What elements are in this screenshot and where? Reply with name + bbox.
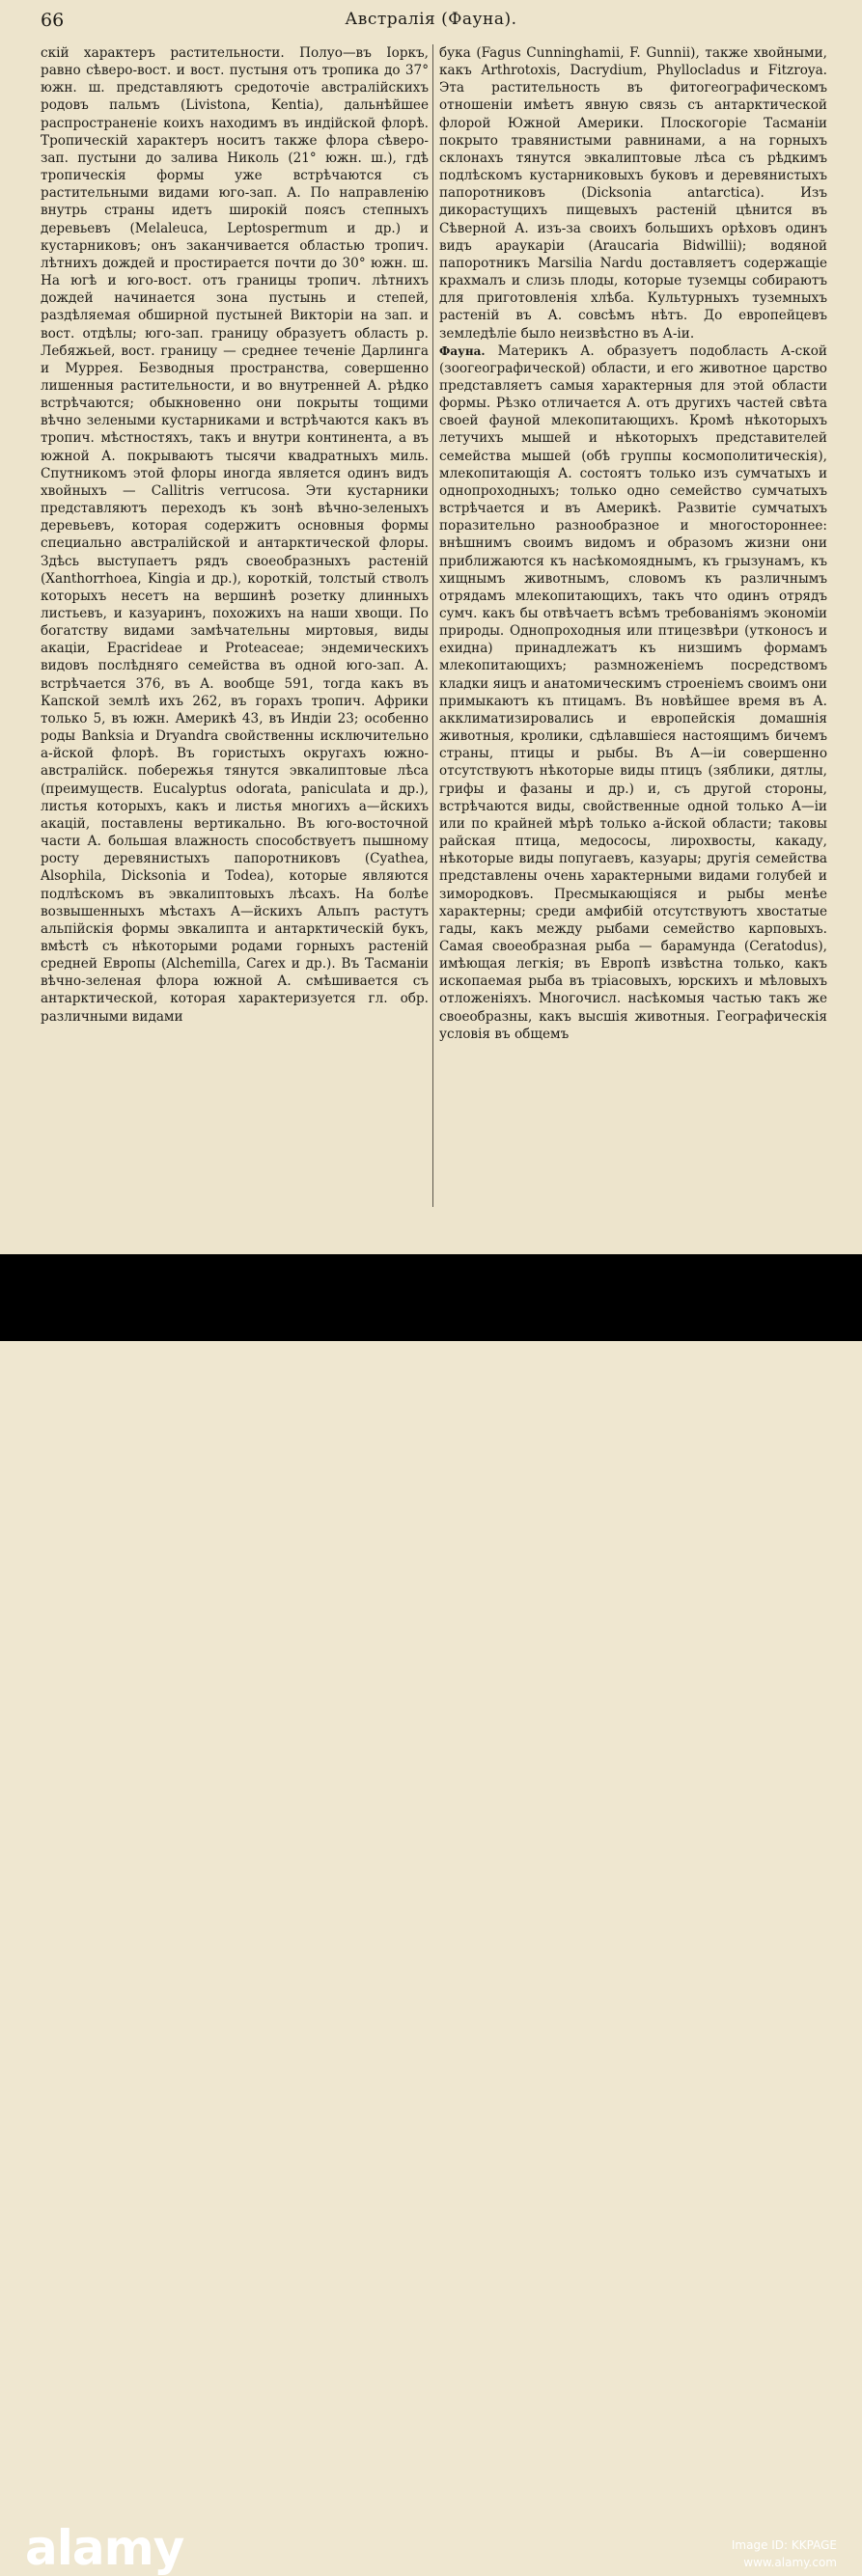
fauna-text: Материкъ А. образуетъ подобласть А-ской (зоогеографической) области, и его животное царство представляетъ самыя характерныя для этой области формы. Рѣзко отличается А. отъ другихъ частей свѣта своей фауной млекопитающихъ. Кромѣ нѣкоторыхъ летучихъ мышей и нѣкоторыхъ представителей семейства мышей (обѣ группы космополитическія), млекопитающія А. состоятъ только изъ сумчатыхъ и однопроходныхъ; только одно семейство сумчатыхъ встрѣчается и въ Америкѣ. Развитіе сумчатыхъ поразительно разнообразное и многостороннее: внѣшнимъ своимъ видомъ и образомъ жизни они приближаются къ насѣкомояднымъ, къ грызунамъ, къ хищнымъ животнымъ, словомъ къ различнымъ отрядамъ млекопитающихъ, такъ что одинъ отрядъ сумч. какъ бы отвѣчаетъ всѣмъ требованіямъ экономіи природы. Однопроходныя или птицезвѣри (утконосъ и ехидна) принадлежатъ къ низшимъ формамъ млекопитающихъ; размноженіемъ посредствомъ кладки яицъ и анатомическимъ строеніемъ своимъ они примыкаютъ къ птицамъ. Въ новѣйшее время въ А. акклиматизировались и европейскія домашнія животныя, кролики, сдѣлавшіеся настоящимъ бичемъ страны, птицы и рыбы. Въ А—іи совершенно отсутствуютъ нѣкоторые виды птицъ (зяблики, дятлы, грифы и фазаны и др.) и, съ другой стороны, встрѣчаются виды, свойственные одной только А—іи или по крайней мѣрѣ только а-йской области; таковы райская птица, медососы, лирохвосты, какаду, нѣкоторые виды попугаевъ, казуары; другія семейства представлены очень характерными видами голубей и зимородковъ. Пресмыкающіяся и рыбы менѣе характерны; среди амфибій отсутствуютъ хвостатые гады, какъ между рыбами семейство карповыхъ. Самая своеобразная рыба — барамунда (Ceratodus), имѣющая легкія; въ Европѣ извѣстна только, какъ ископаемая рыба въ тріасовыхъ, юрскихъ и мѣловыхъ отложеніяхъ. Многочисл. насѣкомыя частью такъ же своеобразны, какъ высшія животныя. Географическія условія въ общемъ [439,343,827,1042]
column-divider [432,44,433,1207]
right-column-text-flora: бука (Fagus Cunninghamii, F. Gunnii), также хвойными, какъ Arthrotoxis, Dacrydium, Phyllocladus и Fitzroya. Эта растительность въ фитогеографическомъ отношеніи имѣетъ явную связь съ антарктической флорой Южной Америки. Плоскогоріе Тасманіи покрыто травянистыми равнинами, а на горныхъ склонахъ тянутся эвкалиптовые лѣса съ рѣдкимъ подлѣскомъ кустарниковыхъ буковъ и деревянистыхъ папоротниковъ (Dicksonia antarctica). Изъ дикорастущихъ пищевыхъ растеній цѣнится въ Сѣверной А. изъ-за своихъ большихъ орѣховъ одинъ видъ араукаріи (Araucaria Bidwillii); водяной папоротникъ Marsilia Nardu доставляетъ содержащіе крахмалъ и слизь плоды, которые туземцы собираютъ для приготовленія хлѣба. Культурныхъ туземныхъ растеній въ А. совсѣмъ нѣтъ. До европейцевъ земледѣліе было неизвѣстно въ А-іи. [439,45,827,342]
document-page [0,0,862,1254]
left-column [41,44,429,1026]
site-line: www.alamy.com [743,2556,837,2569]
alamy-logo: alamy [25,2520,184,2576]
running-title: Австралія (Фауна). [345,10,517,29]
page-number: 66 [41,10,65,31]
right-column [439,44,827,1043]
left-column-text: скій характеръ растительности. Полуо—въ Іоркъ, равно сѣверо-вост. и вост. пустыня отъ тропика до 37° южн. ш. представляютъ средоточіе австралійскихъ родовъ пальмъ (Livistona, Kentia), дальнѣйшее распространеніе коихъ находимъ въ индійской флорѣ. Тропическій характеръ носитъ также флора сѣверо-зап. пустыни до залива Николь (21° южн. ш.), гдѣ тропическія формы уже встрѣчаются съ растительными видами юго-зап. А. По направленію внутрь страны идетъ широкій поясъ степныхъ деревьевъ (Melaleuca, Leptospermum и др.) и кустарниковъ; онъ заканчивается областью тропич. лѣтнихъ дождей и простирается почти до 30° южн. ш. На югѣ и юго-вост. отъ границы тропич. лѣтнихъ дождей начинается зона пустынь и степей, раздѣляемая обширной пустыней Викторіи на зап. и вост. отдѣлы; юго-зап. границу образуетъ область р. Лебяжьей, вост. границу — среднее теченіе Дарлинга и Муррея. Безводныя пространства, совершенно лишенныя растительности, и во внутренней А. рѣдко встрѣчаются; обыкновенно они покрыты тощими вѣчно зелеными кустарниками и встрѣчаются какъ въ тропич. мѣстностяхъ, такъ и внутри континента, а въ южной А. покрываютъ тысячи квадратныхъ миль. Спутникомъ этой флоры иногда является одинъ видъ хвойныхъ — Callitris verrucosa. Эти кустарники представляютъ переходъ къ зонѣ вѣчно-зеленыхъ деревьевъ, которая содержитъ основныя формы специально австралійской и антарктической флоры. Здѣсь выступаетъ рядъ своеобразныхъ растеній (Xanthorrhoea, Kingia и др.), короткій, толстый стволъ которыхъ несетъ на вершинѣ розетку длинныхъ листьевъ, и казуаринъ, похожихъ на наши хвощи. По богатству видами замѣчательны миртовыя, виды акаціи, Epacrideae и Proteaceae; эндемическихъ видовъ послѣдняго семейства въ одной юго-зап. А. встрѣчается 376, въ А. вообще 591, тогда какъ въ Капской землѣ ихъ 262, въ горахъ тропич. Африки только 5, въ южн. Америкѣ 43, въ Индіи 23; особенно роды Banksia и Dryandra свойственны исключительно а-йской флорѣ. Въ гористыхъ округахъ южно-австралійск. побережья тянутся эвкалиптовые лѣса (преимуществ. Eucalyptus odorata, paniculata и др.), листья которыхъ, какъ и листья многихъ а—йскихъ акацій, поставлены вертикально. Въ юго-восточной части А. большая влажность способствуетъ пышному росту деревянистыхъ папоротниковъ (Cyathea, Alsophila, Dicksonia и Todea), которые являются подлѣскомъ въ эвкалиптовыхъ лѣсахъ. На болѣе возвышенныхъ мѣстахъ А—йскихъ Альпъ растутъ альпійскія формы эвкалипта и антарктическій букъ, вмѣстѣ съ нѣкоторыми родами горныхъ растеній средней Европы (Alchemilla, Carex и др.). Въ Тасманіи вѣчно-зеленая флора южной А. смѣшивается съ антарктической, которая характеризуется гл. обр. различными видами [41,45,429,1025]
stock-image-id [732,2536,837,2571]
fauna-section-heading: Фауна. [439,343,486,358]
image-id-line: Image ID: KKPAGE [731,2538,837,2552]
watermark-bar [0,1254,862,2576]
fauna-paragraph [439,343,827,1043]
page-header [41,10,821,35]
